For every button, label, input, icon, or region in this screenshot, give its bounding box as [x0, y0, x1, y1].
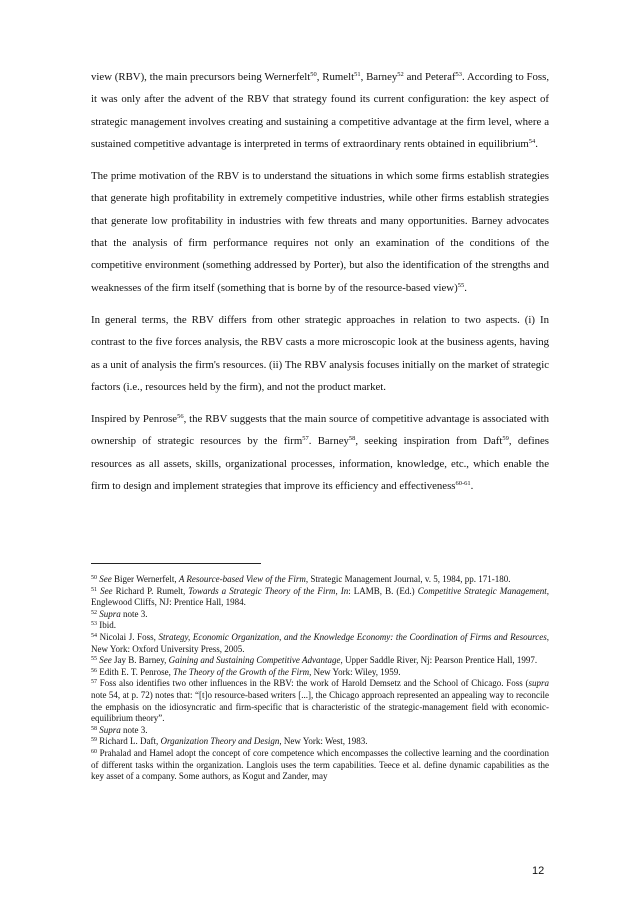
- text-run: Organization Theory and Design: [160, 736, 280, 747]
- text-run: See: [100, 585, 113, 596]
- footnote-ref-59[interactable]: 59: [502, 435, 509, 443]
- text-run: See: [99, 574, 112, 584]
- body-text: [91, 66, 549, 507]
- footnote-56: [91, 667, 549, 679]
- text-run: In: [340, 585, 349, 596]
- text-run: , the RBV suggests that the main source of competitive advantage is associated with ownership of strategic resources by the firm: [91, 413, 549, 448]
- text-run: The prime motivation of the RBV is to understand the situations in which some firms establish strategies that generate high profitability in extremely competitive industries, while other firms establish strategies that generate low profitability in industries with few threats and many opportunities. Barney advocates that the analysis of firm performance requires not only an examination of the conditions of the competitive environment (something addressed by Porter), but also the identification of the strengths and weaknesses of the firm itself (something that is borne by of the resource-based view): [91, 170, 549, 294]
- footnote-number: 50: [91, 575, 97, 581]
- text-run: Nicolai J. Foss,: [99, 631, 159, 642]
- footnote-ref-60-61[interactable]: 60-61: [455, 480, 471, 488]
- footnote-60: [91, 748, 549, 783]
- text-run: .: [464, 281, 467, 294]
- footnote-number: 54: [91, 632, 97, 639]
- text-run: A Resource-based View of the Firm: [178, 574, 306, 584]
- footnote-number: 56: [91, 667, 97, 674]
- footnote-57: [91, 678, 549, 724]
- text-run: Richard L. Daft,: [99, 736, 161, 747]
- text-run: ,: [335, 585, 341, 596]
- text-run: . According to Foss, it was only after the advent of the RBV that strategy found its current configuration: the key aspect of strategic management involves creating and sustaining a competitive advantage at the firm level, where a sustained competitive advantage is interpreted in terms of extraordinary rents obtained in equilibrium: [91, 71, 550, 150]
- footnote-number: 52: [91, 609, 97, 616]
- footnote-number: 60: [91, 748, 97, 755]
- text-run: Competitive Strategic Management,: [417, 585, 550, 596]
- footnote-ref-53[interactable]: 53: [455, 71, 463, 78]
- text-run: , defines resources as all assets, skills, organizational processes, information, knowledge, etc., which enable the firm to design and implement strategies that improve its efficiency and effectiveness: [91, 435, 550, 493]
- text-run: .: [470, 480, 474, 493]
- page-number: 12: [532, 865, 545, 877]
- paragraph-2: [91, 165, 549, 299]
- footnote-52: [91, 609, 549, 621]
- text-run: Supra: [99, 608, 121, 619]
- footnote-54: [91, 632, 549, 655]
- footnote-ref-57[interactable]: 57: [302, 435, 309, 443]
- text-run: view (RBV), the main precursors being Wernerfelt: [91, 71, 311, 83]
- footnote-51: [91, 586, 549, 609]
- text-run: , Strategic Management Journal, v. 5, 1984, pp. 171-180.: [305, 574, 511, 584]
- text-run: Jay B. Barney,: [111, 655, 169, 666]
- text-run: .: [535, 137, 538, 150]
- footnote-separator: [91, 563, 261, 564]
- footnote-53: [91, 620, 549, 632]
- text-run: , Barney: [360, 71, 398, 83]
- footnote-ref-56[interactable]: 56: [177, 413, 184, 421]
- text-run: Strategy, Economic Organization, and the Knowledge Economy: the Coordination of Firms and Resources: [158, 631, 547, 642]
- text-run: , New York: West, 1983.: [279, 736, 368, 747]
- footnote-58: [91, 725, 549, 737]
- footnote-ref-52[interactable]: 52: [397, 71, 404, 78]
- text-run: note 54, at p. 72) notes that: “[t]o resource-based writers [...], the Chicago approach represented an appealing way to reconcile the emphasis on the idiosyncratic and firm-specific that is characteristic of the strategic-management field with economic-equilibrium theory”.: [91, 689, 549, 724]
- text-run: Towards a Strategic Theory of the Firm: [188, 585, 336, 596]
- text-run: supra: [528, 678, 550, 689]
- text-run: Edith E. T. Penrose,: [99, 666, 174, 677]
- footnote-number: 57: [91, 679, 97, 686]
- footnote-number: 53: [91, 621, 97, 628]
- text-run: Ibid.: [99, 620, 116, 631]
- paragraph-1: [91, 66, 549, 155]
- footnote-ref-50[interactable]: 50: [310, 71, 317, 78]
- footnote-number: 55: [91, 656, 97, 663]
- text-run: , New York: Wiley, 1959.: [309, 666, 401, 677]
- text-run: The Theory of the Growth of the Firm: [173, 666, 310, 677]
- text-run: , New York: Oxford University Press, 2005.: [91, 631, 549, 654]
- text-run: See: [99, 655, 112, 666]
- footnote-ref-51[interactable]: 51: [354, 71, 361, 78]
- text-run: Gaining and Sustaining Competitive Advantage: [168, 655, 341, 666]
- text-run: Inspired by Penrose: [91, 413, 178, 426]
- text-run: : LAMB, B. (Ed.): [348, 585, 418, 596]
- text-run: , seeking inspiration from Daft: [355, 435, 503, 448]
- footnotes: [91, 574, 549, 783]
- footnote-number: 59: [91, 737, 97, 744]
- text-run: . Barney: [308, 435, 349, 448]
- footnote-ref-54[interactable]: 54: [528, 137, 536, 145]
- text-run: and Peteraf: [403, 71, 456, 83]
- text-run: note 3.: [120, 608, 148, 619]
- footnote-ref-58[interactable]: 58: [348, 435, 356, 443]
- text-run: Englewood Cliffs, NJ: Prentice Hall, 1984.: [91, 597, 246, 608]
- paragraph-3: In general terms, the RBV differs from other strategic approaches in relation to two aspects. (i) In contrast to the five forces analysis, the RBV casts a more microscopic look at the business agents, having as a unit of analysis the firm's resources. (ii) The RBV analysis focuses initially on the market of strategic factors (i.e., resources held by the firm), and not the product market.: [91, 313, 549, 393]
- footnote-55: [91, 655, 549, 667]
- text-run: note 3.: [120, 724, 148, 735]
- text-run: Supra: [99, 724, 121, 735]
- text-run: Prahalad and Hamel adopt the concept of core competence which encompasses the collective learning and the coordination of different tasks within the organization. Langlois uses the term capabilities. Teece et al. define dynamic capabilities as the key asset of a company. Some authors, as Kogut and Zander, may: [91, 747, 550, 782]
- text-run: , Upper Saddle River, Nj: Pearson Prentice Hall, 1997.: [340, 655, 538, 666]
- text-run: Foss also identifies two other influences in the RBV: the work of Harold Demsetz and the School of Chicago. Foss (: [99, 678, 529, 689]
- paragraph-4: [91, 408, 549, 497]
- footnote-50: [91, 574, 549, 586]
- footnote-ref-55[interactable]: 55: [457, 281, 465, 289]
- footnote-59: [91, 736, 549, 748]
- text-run: Richard P. Rumelt,: [112, 585, 189, 596]
- footnote-number: 58: [91, 725, 97, 732]
- text-run: , Rumelt: [316, 71, 355, 83]
- footnote-number: 51: [91, 586, 97, 593]
- text-run: Biger Wernerfelt,: [111, 574, 179, 584]
